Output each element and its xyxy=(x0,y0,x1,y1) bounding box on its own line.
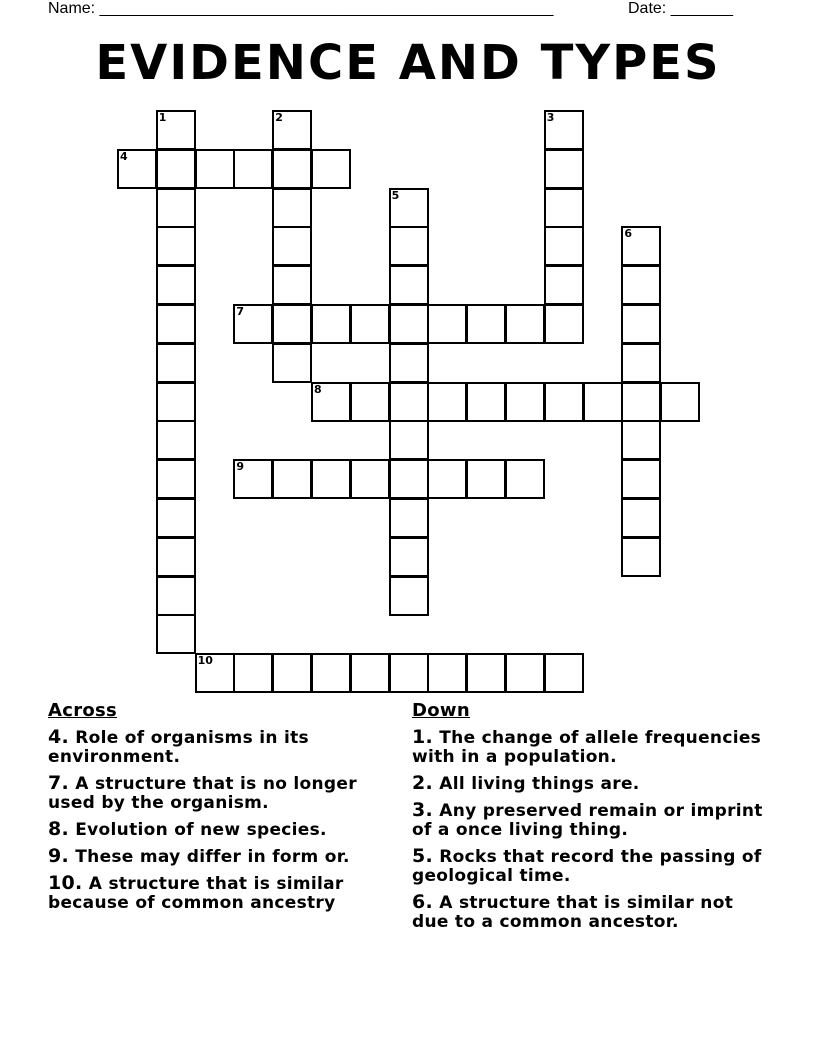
crossword-cell[interactable] xyxy=(621,304,661,344)
clue-item xyxy=(412,801,772,840)
down-clues xyxy=(412,700,772,939)
crossword-cell[interactable] xyxy=(350,304,390,344)
clue-text: Rocks that record the passing of geological time. xyxy=(412,847,762,886)
crossword-cell[interactable] xyxy=(389,265,429,305)
crossword-cell[interactable] xyxy=(544,265,584,305)
clue-number-label: 3 xyxy=(546,111,555,124)
crossword-cell[interactable] xyxy=(544,188,584,228)
crossword-cell[interactable] xyxy=(350,382,390,422)
clue-number-label: 8 xyxy=(314,382,322,396)
name-field[interactable]: Name: ___________________________________________________ xyxy=(48,0,554,17)
crossword-cell[interactable] xyxy=(583,382,623,422)
crossword-cell[interactable] xyxy=(505,459,545,499)
crossword-cell[interactable] xyxy=(544,382,584,422)
crossword-cell[interactable] xyxy=(427,653,467,693)
crossword-cell[interactable] xyxy=(389,382,429,422)
clue-item xyxy=(412,774,772,794)
crossword-cell[interactable] xyxy=(156,149,196,189)
crossword-cell[interactable] xyxy=(427,459,467,499)
crossword-cell[interactable] xyxy=(389,576,429,616)
clue-item xyxy=(48,774,388,813)
crossword-cell[interactable] xyxy=(311,149,351,189)
crossword-cell[interactable] xyxy=(389,304,429,344)
clue-item xyxy=(412,893,772,932)
clue-number-label: 1 xyxy=(158,111,167,124)
clue-number-label: 6 xyxy=(624,227,633,241)
clue-text: Any preserved remain or imprint of a once living thing. xyxy=(412,801,763,840)
crossword-cell[interactable] xyxy=(389,343,429,383)
crossword-cell[interactable] xyxy=(233,653,273,693)
crossword-cell[interactable] xyxy=(389,226,429,266)
clue-item xyxy=(48,874,388,913)
clue-text: These may differ in form or. xyxy=(69,847,350,867)
crossword-cell[interactable] xyxy=(311,653,351,693)
crossword-cell[interactable] xyxy=(156,382,196,422)
crossword-cell[interactable] xyxy=(466,653,506,693)
clue-number-label: 4 xyxy=(120,149,128,163)
crossword-cell[interactable] xyxy=(233,304,273,344)
clue-number-label: 9 xyxy=(236,460,245,474)
crossword-cell[interactable] xyxy=(156,614,196,654)
clue-item xyxy=(412,728,772,767)
crossword-cell[interactable] xyxy=(195,653,235,693)
crossword-cell[interactable] xyxy=(621,382,661,422)
crossword-cell[interactable] xyxy=(505,382,545,422)
crossword-cell[interactable] xyxy=(272,149,312,189)
crossword-cell[interactable] xyxy=(544,110,584,150)
clue-number: 10. xyxy=(48,872,83,894)
crossword-cell[interactable] xyxy=(156,265,196,305)
crossword-cell[interactable] xyxy=(272,653,312,693)
crossword-cell[interactable] xyxy=(544,304,584,344)
crossword-cell[interactable] xyxy=(660,382,700,422)
crossword-cell[interactable] xyxy=(350,459,390,499)
clue-item xyxy=(48,847,388,867)
crossword-cell[interactable] xyxy=(156,498,196,538)
crossword-cell[interactable] xyxy=(350,653,390,693)
clue-text: All living things are. xyxy=(433,774,640,794)
across-clue-list xyxy=(48,728,388,913)
crossword-cell[interactable] xyxy=(544,226,584,266)
crossword-cell[interactable] xyxy=(272,265,312,305)
clue-item xyxy=(412,847,772,886)
clue-item xyxy=(48,728,388,767)
crossword-cell[interactable] xyxy=(621,265,661,305)
down-heading: Down xyxy=(412,700,470,721)
clue-text: A structure that is similar not due to a common ancestor. xyxy=(412,893,734,932)
crossword-cell[interactable] xyxy=(389,498,429,538)
across-heading: Across xyxy=(48,700,118,721)
crossword-cell[interactable] xyxy=(156,420,196,460)
crossword-cell[interactable] xyxy=(272,188,312,228)
clue-item xyxy=(48,820,388,840)
crossword-cell[interactable] xyxy=(233,459,273,499)
crossword-cell[interactable] xyxy=(621,343,661,383)
crossword-cell[interactable] xyxy=(466,459,506,499)
crossword-cell[interactable] xyxy=(117,149,157,189)
clue-number: 5. xyxy=(412,845,434,867)
crossword-cell[interactable] xyxy=(156,188,196,228)
crossword-cell[interactable] xyxy=(311,382,351,422)
crossword-cell[interactable] xyxy=(621,537,661,577)
crossword-cell[interactable] xyxy=(389,653,429,693)
crossword-cell[interactable] xyxy=(156,110,196,150)
clue-number: 7. xyxy=(48,772,70,794)
clue-number: 8. xyxy=(48,818,70,840)
crossword-cell[interactable] xyxy=(505,653,545,693)
crossword-cell[interactable] xyxy=(505,304,545,344)
clue-number: 4. xyxy=(48,726,70,748)
crossword-cell[interactable] xyxy=(466,304,506,344)
clue-number-label: 5 xyxy=(391,188,400,202)
crossword-cell[interactable] xyxy=(233,149,273,189)
across-clues xyxy=(48,700,388,920)
page-title: EVIDENCE AND TYPES xyxy=(95,35,721,91)
crossword-cell[interactable] xyxy=(156,226,196,266)
crossword-cell[interactable] xyxy=(272,110,312,150)
clue-text: A structure that is no longer used by the organism. xyxy=(48,774,357,813)
clue-text: The change of allele frequencies with in a population. xyxy=(412,728,762,767)
clue-text: Role of organisms in its environment. xyxy=(48,728,309,767)
crossword-cell[interactable] xyxy=(156,576,196,616)
crossword-cell[interactable] xyxy=(272,304,312,344)
clue-number-label: 10 xyxy=(197,654,213,668)
date-field[interactable]: Date: _______ xyxy=(628,0,733,17)
crossword-cell[interactable] xyxy=(466,382,506,422)
clue-number: 2. xyxy=(412,772,434,794)
clue-number-label: 7 xyxy=(236,305,245,318)
crossword-cell[interactable] xyxy=(311,304,351,344)
clue-number: 1. xyxy=(412,726,434,748)
crossword-cell[interactable] xyxy=(544,149,584,189)
crossword-cell[interactable] xyxy=(311,459,351,499)
crossword-cell[interactable] xyxy=(156,537,196,577)
crossword-cell[interactable] xyxy=(389,537,429,577)
crossword-cell[interactable] xyxy=(156,343,196,383)
crossword-cell[interactable] xyxy=(621,420,661,460)
crossword-cell[interactable] xyxy=(156,304,196,344)
clue-number: 3. xyxy=(412,799,434,821)
clue-number-label: 2 xyxy=(275,111,283,124)
crossword-cell[interactable] xyxy=(156,459,196,499)
crossword-cell[interactable] xyxy=(272,459,312,499)
crossword-cell[interactable] xyxy=(544,653,584,693)
clue-text: A structure that is similar because of common ancestry xyxy=(48,874,344,913)
crossword-cell[interactable] xyxy=(389,188,429,228)
down-clue-list xyxy=(412,728,772,932)
crossword-cell[interactable] xyxy=(195,149,235,189)
crossword-cell[interactable] xyxy=(621,226,661,266)
crossword-cell[interactable] xyxy=(389,420,429,460)
clue-number: 9. xyxy=(48,845,70,867)
crossword-cell[interactable] xyxy=(621,498,661,538)
crossword-cell[interactable] xyxy=(272,343,312,383)
crossword-cell[interactable] xyxy=(389,459,429,499)
clue-number: 6. xyxy=(412,891,434,913)
crossword-cell[interactable] xyxy=(427,382,467,422)
crossword-cell[interactable] xyxy=(621,459,661,499)
clue-text: Evolution of new species. xyxy=(69,820,327,840)
crossword-cell[interactable] xyxy=(427,304,467,344)
crossword-cell[interactable] xyxy=(272,226,312,266)
